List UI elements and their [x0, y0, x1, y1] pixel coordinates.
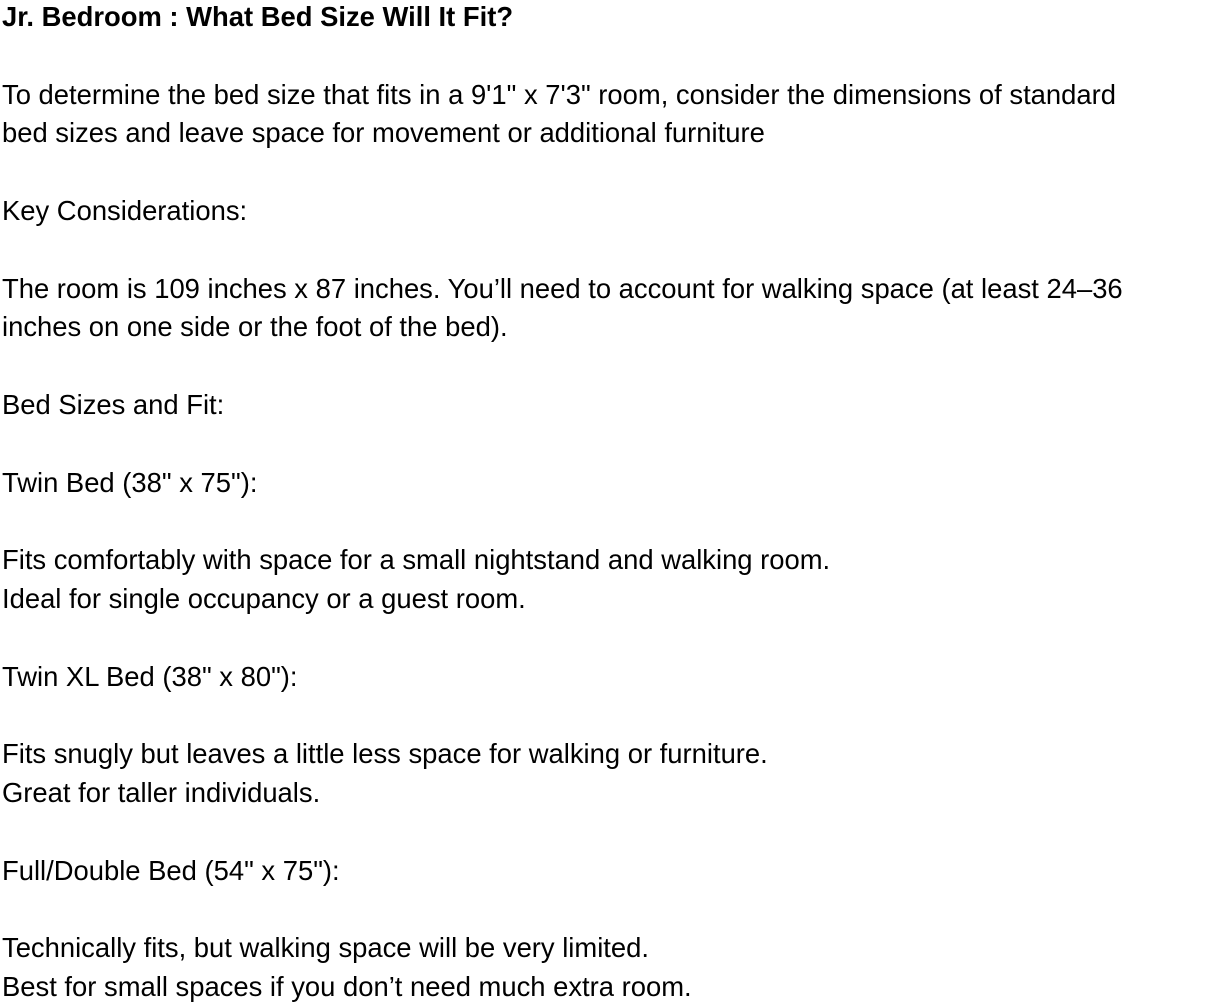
- bed-point: Ideal for single occupancy or a guest room.: [2, 582, 526, 614]
- spacer: [2, 153, 1208, 192]
- spacer: [2, 347, 1208, 386]
- spacer: [2, 890, 1208, 929]
- key-considerations-line: inches on one side or the foot of the bed).: [2, 311, 508, 343]
- intro-line: bed sizes and leave space for movement or additional furniture: [2, 117, 765, 149]
- key-considerations-heading: Key Considerations:: [2, 194, 248, 226]
- bed-sizes-heading: Bed Sizes and Fit:: [2, 388, 225, 420]
- bed-point: Fits snugly but leaves a little less space for walking or furniture.: [2, 738, 768, 770]
- spacer: [2, 619, 1208, 658]
- bed-point: Best for small spaces if you don’t need much extra room.: [2, 970, 692, 1002]
- page-title: Jr. Bedroom : What Bed Size Will It Fit?: [2, 1, 514, 32]
- bed-heading-twin-xl: Twin XL Bed (38" x 80"):: [2, 660, 298, 692]
- spacer: [2, 37, 1208, 76]
- bed-heading-twin: Twin Bed (38" x 75"):: [2, 466, 258, 498]
- bed-point: Technically fits, but walking space will be very limited.: [2, 932, 649, 964]
- spacer: [2, 696, 1208, 735]
- spacer: [2, 813, 1208, 852]
- spacer: [2, 231, 1208, 270]
- spacer: [2, 425, 1208, 464]
- bed-point: Great for taller individuals.: [2, 776, 321, 808]
- spacer: [2, 502, 1208, 541]
- key-considerations-line: The room is 109 inches x 87 inches. You’ll need to account for walking space (at least 24–36: [2, 272, 1123, 304]
- bed-point: Fits comfortably with space for a small nightstand and walking room.: [2, 544, 831, 576]
- bed-heading-full-double: Full/Double Bed (54" x 75"):: [2, 854, 340, 886]
- intro-line: To determine the bed size that fits in a 9'1" x 7'3" room, consider the dimensions of standard: [2, 78, 1116, 110]
